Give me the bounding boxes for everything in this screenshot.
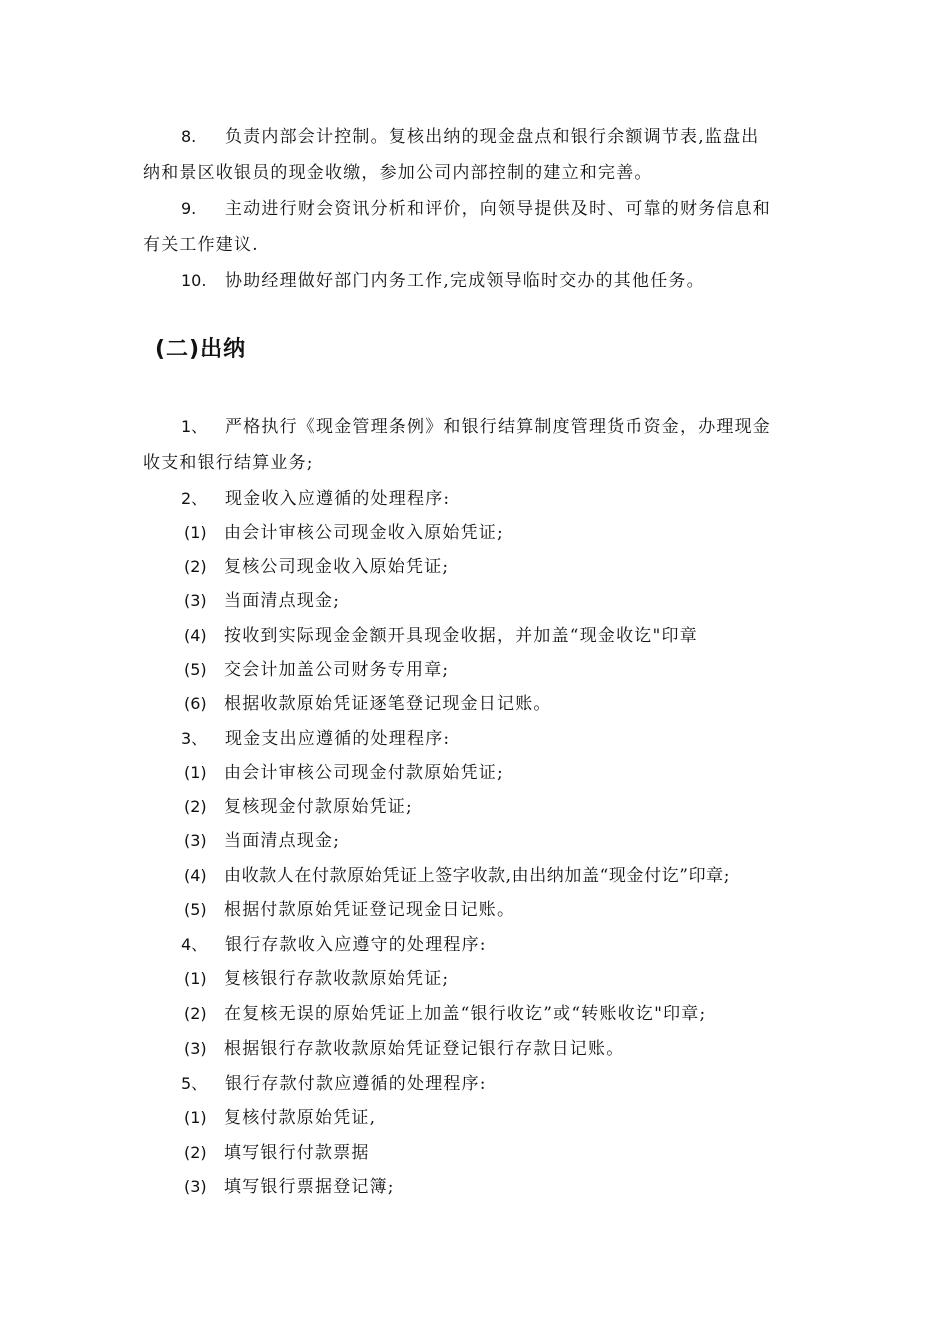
para-4-text: 银行存款收入应遵守的处理程序: xyxy=(225,935,487,955)
sub-text: 在复核无误的原始凭证上加盖“银行收讫”或“转账收讫"印章; xyxy=(224,1004,707,1024)
sub-number: (4) xyxy=(184,866,207,885)
item-10-text: 协助经理做好部门内务工作,完成领导临时交办的其他任务。 xyxy=(225,271,705,291)
para-2-sub-5 xyxy=(184,659,449,681)
para-1-text-1: 严格执行《现金管理条例》和银行结算制度管理货币资金，办理现金 xyxy=(225,417,771,437)
sub-text: 当面清点现金; xyxy=(224,591,341,611)
sub-number: (2) xyxy=(184,1004,207,1023)
sub-number: (3) xyxy=(184,591,207,610)
sub-text: 填写银行付款票据 xyxy=(224,1143,370,1163)
para-1-line-1 xyxy=(181,416,771,438)
item-8-text-1: 负责内部会计控制。复核出纳的现金盘点和银行余额调节表,监盘出 xyxy=(225,127,760,147)
para-2-sub-6 xyxy=(184,693,552,715)
para-4-sub-3 xyxy=(184,1038,624,1060)
sub-number: (1) xyxy=(184,1108,207,1127)
item-10-number: 10. xyxy=(181,271,207,290)
para-2-sub-2 xyxy=(184,556,449,578)
sub-text: 当面清点现金; xyxy=(224,831,341,851)
para-2-sub-3 xyxy=(184,590,340,612)
para-5-sub-1 xyxy=(184,1107,376,1129)
sub-text: 由收款人在付款原始凭证上签字收款,由出纳加盖“现金付讫”印章; xyxy=(224,866,731,886)
sub-text: 复核付款原始凭证, xyxy=(224,1108,377,1128)
para-4-sub-1 xyxy=(184,968,449,990)
para-3-sub-5 xyxy=(184,899,515,921)
para-4-heading xyxy=(181,934,487,956)
sub-text: 填写银行票据登记簿; xyxy=(224,1177,395,1197)
para-5-sub-3 xyxy=(184,1176,395,1198)
para-3-sub-3 xyxy=(184,830,340,852)
item-8-line-2: 纳和景区收银员的现金收缴，参加公司内部控制的建立和完善。 xyxy=(143,163,653,183)
sub-number: (5) xyxy=(184,900,207,919)
para-3-sub-2 xyxy=(184,796,413,818)
sub-text: 复核银行存款收款原始凭证; xyxy=(224,969,450,989)
sub-number: (1) xyxy=(184,763,207,782)
para-2-sub-4 xyxy=(184,625,698,647)
para-2-sub-1 xyxy=(184,522,504,544)
para-5-sub-2 xyxy=(184,1142,370,1164)
para-5-heading xyxy=(181,1073,487,1095)
item-9-line-1 xyxy=(181,198,771,220)
item-8-line-1 xyxy=(181,126,759,148)
para-3-sub-4 xyxy=(184,865,730,887)
item-8-number: 8. xyxy=(181,127,197,146)
para-5-text: 银行存款付款应遵循的处理程序: xyxy=(225,1074,487,1094)
sub-number: (2) xyxy=(184,1143,207,1162)
sub-number: (1) xyxy=(184,523,207,542)
sub-text: 复核现金付款原始凭证; xyxy=(224,797,413,817)
sub-number: (2) xyxy=(184,557,207,576)
para-3-heading xyxy=(181,728,450,750)
para-4-number: 4、 xyxy=(181,935,208,954)
para-2-text: 现金收入应遵循的处理程序: xyxy=(225,489,451,509)
sub-text: 复核公司现金收入原始凭证; xyxy=(224,557,450,577)
para-3-text: 现金支出应遵循的处理程序: xyxy=(225,729,451,749)
sub-text: 由会计审核公司现金收入原始凭证; xyxy=(224,523,504,543)
sub-text: 交会计加盖公司财务专用章; xyxy=(224,660,450,680)
sub-text: 根据收款原始凭证逐笔登记现金日记账。 xyxy=(224,694,552,714)
section-heading: (二)出纳 xyxy=(155,337,247,362)
para-5-number: 5、 xyxy=(181,1074,208,1093)
item-9-line-2: 有关工作建议. xyxy=(143,235,259,255)
para-4-sub-2 xyxy=(184,1003,706,1025)
sub-number: (3) xyxy=(184,1039,207,1058)
sub-number: (4) xyxy=(184,626,207,645)
sub-text: 根据银行存款收款原始凭证登记银行存款日记账。 xyxy=(224,1039,625,1059)
sub-number: (1) xyxy=(184,969,207,988)
para-1-line-2: 收支和银行结算业务; xyxy=(143,453,314,473)
item-9-number: 9. xyxy=(181,199,197,218)
para-2-heading xyxy=(181,488,450,510)
sub-number: (3) xyxy=(184,1177,207,1196)
sub-text: 按收到实际现金金额开具现金收据，并加盖“现金收讫"印章 xyxy=(224,626,698,646)
para-1-number: 1、 xyxy=(181,417,208,436)
sub-text: 根据付款原始凭证登记现金日记账。 xyxy=(224,900,516,920)
para-3-number: 3、 xyxy=(181,729,208,748)
sub-number: (2) xyxy=(184,797,207,816)
sub-number: (3) xyxy=(184,831,207,850)
sub-text: 由会计审核公司现金付款原始凭证; xyxy=(224,763,504,783)
para-2-number: 2、 xyxy=(181,489,208,508)
item-10-line-1 xyxy=(181,270,705,292)
item-9-text-1: 主动进行财会资讯分析和评价，向领导提供及时、可靠的财务信息和 xyxy=(225,199,771,219)
para-3-sub-1 xyxy=(184,762,504,784)
sub-number: (5) xyxy=(184,660,207,679)
sub-number: (6) xyxy=(184,694,207,713)
